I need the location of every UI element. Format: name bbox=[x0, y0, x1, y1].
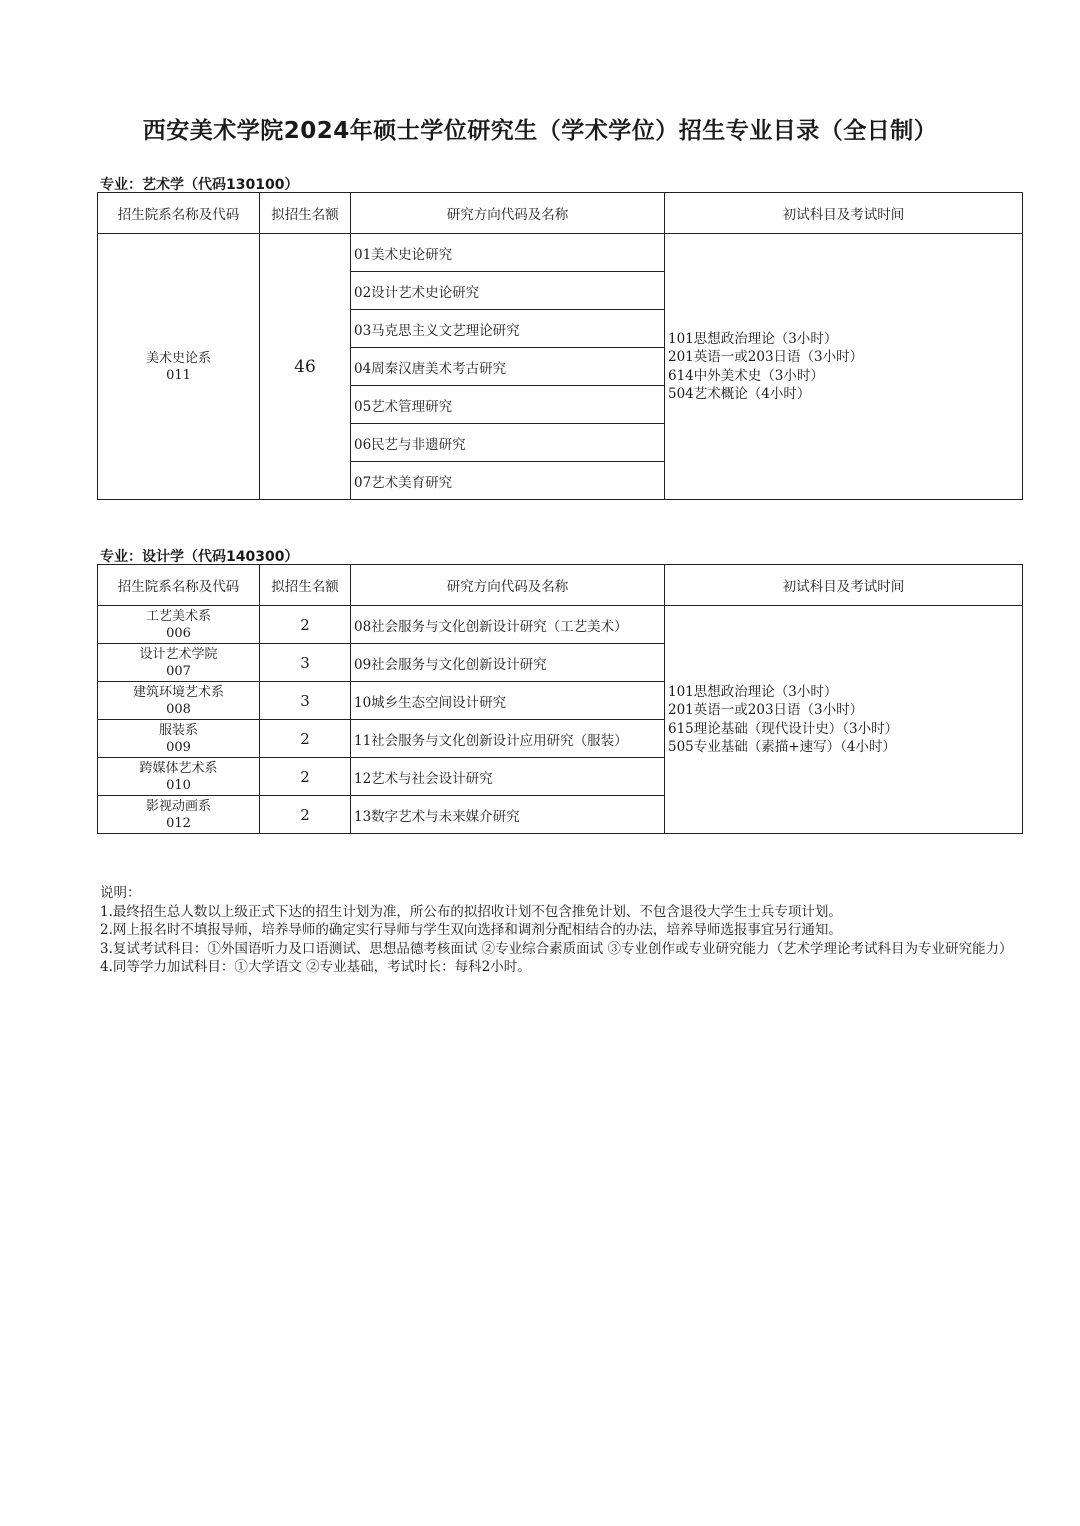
note-item: 1.最终招生总人数以上级正式下达的招生计划为准，所公布的拟招收计划不包含推免计划、不包含退役大学生士兵专项计划。 bbox=[100, 903, 842, 920]
quota-cell: 2 bbox=[260, 606, 351, 644]
dept-name: 跨媒体艺术系 bbox=[139, 760, 218, 776]
direction-cell: 11社会服务与文化创新设计应用研究（服装） bbox=[351, 720, 665, 758]
dept-code: 009 bbox=[166, 739, 191, 755]
exam-item: 101思想政治理论（3小时） bbox=[668, 330, 838, 347]
column-header: 研究方向代码及名称 bbox=[351, 193, 665, 234]
dept-code: 010 bbox=[166, 777, 191, 793]
dept-name: 服装系 bbox=[158, 722, 198, 738]
dept-name: 影视动画系 bbox=[145, 798, 211, 814]
dept-cell bbox=[98, 234, 260, 500]
column-header: 研究方向代码及名称 bbox=[351, 565, 665, 606]
dept-name: 工艺美术系 bbox=[145, 608, 211, 624]
direction-cell: 03马克思主义文艺理论研究 bbox=[351, 310, 665, 348]
direction-cell: 05艺术管理研究 bbox=[351, 386, 665, 424]
dept-cell bbox=[98, 720, 260, 758]
note-item: 3.复试考试科目：①外国语听力及口语测试、思想品德考核面试 ②专业综合素质面试 ③专业创作或专业研究能力（艺术学理论考试科目为专业研究能力） bbox=[100, 940, 1013, 957]
exam-cell bbox=[665, 606, 1023, 834]
exam-item: 505专业基础（素描+速写）（4小时） bbox=[668, 739, 896, 755]
note-item: 2.网上报名时不填报导师，培养导师的确定实行导师与学生双向选择和调剂分配相结合的办法，培养导师选报事宜另行通知。 bbox=[100, 922, 842, 938]
quota-cell: 2 bbox=[260, 758, 351, 796]
dept-code: 008 bbox=[166, 701, 191, 717]
table-row bbox=[98, 606, 1023, 644]
direction-cell: 01美术史论研究 bbox=[351, 234, 665, 272]
dept-name: 美术史论系 bbox=[145, 350, 211, 366]
direction-cell: 06民艺与非遗研究 bbox=[351, 424, 665, 462]
column-header: 拟招生名额 bbox=[260, 565, 351, 606]
note-item: 4.同等学力加试科目：①大学语文 ②专业基础，考试时长：每科2小时。 bbox=[100, 959, 531, 975]
exam-item: 504艺术概论（4小时） bbox=[668, 386, 811, 402]
dept-code: 011 bbox=[166, 367, 191, 383]
table-header-row bbox=[98, 565, 1023, 606]
exam-item: 615理论基础（现代设计史）（3小时） bbox=[668, 720, 899, 737]
major-label-art: 专业：艺术学（代码130100） bbox=[100, 177, 299, 193]
exam-item: 614中外美术史（3小时） bbox=[668, 367, 824, 384]
column-header: 拟招生名额 bbox=[260, 193, 351, 234]
dept-code: 012 bbox=[166, 815, 191, 831]
notes-block bbox=[100, 884, 1030, 977]
direction-cell: 09社会服务与文化创新设计研究 bbox=[351, 644, 665, 682]
direction-cell: 07艺术美育研究 bbox=[351, 462, 665, 500]
table-row bbox=[98, 234, 1023, 272]
direction-cell: 12艺术与社会设计研究 bbox=[351, 758, 665, 796]
exam-item: 201英语一或203日语（3小时） bbox=[668, 702, 864, 718]
major-label-design: 专业：设计学（代码140300） bbox=[100, 549, 299, 565]
page-title: 西安美术学院2024年硕士学位研究生（学术学位）招生专业目录（全日制） bbox=[142, 118, 938, 144]
column-header: 初试科目及考试时间 bbox=[665, 193, 1023, 234]
column-header: 招生院系名称及代码 bbox=[98, 565, 260, 606]
notes-heading: 说明： bbox=[100, 885, 141, 901]
exam-item: 201英语一或203日语（3小时） bbox=[668, 349, 864, 365]
quota-cell: 3 bbox=[260, 644, 351, 682]
column-header: 初试科目及考试时间 bbox=[665, 565, 1023, 606]
direction-cell: 13数字艺术与未来媒介研究 bbox=[351, 796, 665, 834]
direction-cell: 02设计艺术史论研究 bbox=[351, 272, 665, 310]
catalog-table-design bbox=[97, 564, 1023, 834]
catalog-table-art bbox=[97, 192, 1023, 500]
quota-cell: 2 bbox=[260, 720, 351, 758]
dept-name: 设计艺术学院 bbox=[139, 646, 218, 662]
dept-cell bbox=[98, 606, 260, 644]
table-header-row bbox=[98, 193, 1023, 234]
exam-cell bbox=[665, 234, 1023, 500]
dept-cell bbox=[98, 644, 260, 682]
direction-cell: 08社会服务与文化创新设计研究（工艺美术） bbox=[351, 606, 665, 644]
direction-cell: 04周秦汉唐美术考古研究 bbox=[351, 348, 665, 386]
dept-cell bbox=[98, 758, 260, 796]
dept-cell bbox=[98, 682, 260, 720]
quota-cell: 2 bbox=[260, 796, 351, 834]
direction-cell: 10城乡生态空间设计研究 bbox=[351, 682, 665, 720]
column-header: 招生院系名称及代码 bbox=[98, 193, 260, 234]
dept-code: 007 bbox=[166, 663, 191, 679]
dept-name: 建筑环境艺术系 bbox=[132, 684, 224, 700]
exam-item: 101思想政治理论（3小时） bbox=[668, 683, 838, 700]
dept-code: 006 bbox=[166, 625, 191, 641]
quota-cell: 46 bbox=[260, 234, 351, 500]
quota-cell: 3 bbox=[260, 682, 351, 720]
dept-cell bbox=[98, 796, 260, 834]
